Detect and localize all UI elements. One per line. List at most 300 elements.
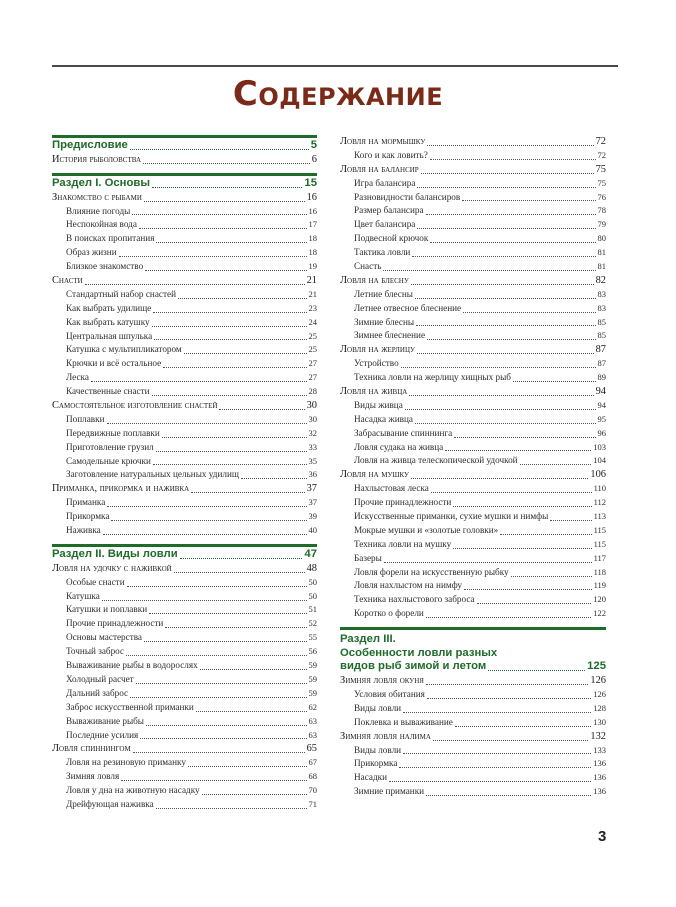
toc-subentry[interactable] <box>52 413 317 427</box>
toc-subentry[interactable] <box>340 329 606 343</box>
toc-subentry[interactable] <box>52 687 317 701</box>
toc-subentry[interactable] <box>340 427 606 441</box>
toc-subentry[interactable] <box>340 538 606 552</box>
toc-subentry[interactable] <box>340 510 606 524</box>
toc-subentry[interactable] <box>340 580 606 594</box>
toc-entry-page: 136 <box>593 786 606 797</box>
toc-entry-page: 83 <box>597 302 606 313</box>
toc-entry-title: Основы мастерства <box>66 632 143 643</box>
toc-entry-title: Нахлыстовая леска <box>354 483 429 494</box>
toc-subentry[interactable] <box>52 524 317 538</box>
toc-subentry[interactable] <box>52 784 317 798</box>
toc-entry-title: Неспокойная вода <box>66 219 137 230</box>
dot-leader <box>146 725 307 726</box>
toc-entry-title: Виды живца <box>354 399 403 410</box>
toc-subentry[interactable] <box>340 716 606 730</box>
toc-entry-title: Ловля на удочку с наживкой <box>52 562 172 574</box>
dot-leader <box>427 339 595 340</box>
toc-subentry[interactable] <box>340 302 606 316</box>
dot-leader <box>174 572 305 573</box>
toc-entry-title: Техника нахлыстового заброса <box>354 594 475 605</box>
dot-leader <box>464 589 592 590</box>
dot-leader <box>180 558 303 559</box>
toc-entry-page: 37 <box>308 497 317 508</box>
toc-entry-page: 85 <box>597 316 606 327</box>
toc-subentry[interactable] <box>340 607 606 621</box>
dot-leader <box>153 464 307 465</box>
dot-leader <box>127 586 307 587</box>
toc-subentry[interactable] <box>52 260 317 274</box>
toc-entry-page: 32 <box>308 427 317 438</box>
toc-entry-title: Прочие принадлежности <box>354 497 452 508</box>
toc-entry-title: В поисках пропитания <box>66 233 155 244</box>
toc-subentry[interactable] <box>340 260 606 274</box>
dot-leader <box>462 200 595 201</box>
toc-entry-page: 24 <box>308 316 317 327</box>
toc-entry-page: 15 <box>304 176 317 189</box>
toc-subentry[interactable] <box>52 510 317 524</box>
toc-subentry[interactable] <box>52 496 317 510</box>
toc-chapter-entry[interactable] <box>52 562 317 576</box>
toc-subentry[interactable] <box>340 246 606 260</box>
dot-leader <box>144 641 306 642</box>
toc-entry-title: Зимняя ловля <box>66 771 120 782</box>
toc-chapter-entry[interactable] <box>340 385 606 399</box>
dot-leader <box>403 753 591 754</box>
section-heading-line: Раздел III. <box>340 633 396 646</box>
dot-leader <box>415 423 596 424</box>
toc-entry-title: Прикормка <box>354 758 398 769</box>
toc-chapter-entry[interactable] <box>52 399 317 413</box>
toc-subentry[interactable] <box>52 798 317 812</box>
toc-entry-page: 30 <box>308 413 317 424</box>
page-title: Содержание <box>232 74 444 114</box>
toc-entry-page: 117 <box>593 552 606 563</box>
toc-subentry[interactable] <box>52 205 317 219</box>
dot-leader <box>453 506 591 507</box>
toc-entry-title: Зимняя ловля налима <box>340 730 431 742</box>
toc-subentry[interactable] <box>52 316 317 330</box>
toc-entry-title: Коротко о форели <box>354 608 424 619</box>
dot-leader <box>143 163 310 164</box>
toc-subentry[interactable] <box>52 468 317 482</box>
toc-chapter-entry[interactable] <box>340 163 606 177</box>
toc-entry-page: 110 <box>593 483 606 494</box>
toc-entry-title: Вываживание рыбы <box>66 715 144 726</box>
toc-entry-page: 25 <box>308 344 317 355</box>
toc-entry-title: Ловля на жерлицу <box>340 344 415 356</box>
toc-section-heading[interactable] <box>52 177 317 191</box>
toc-subentry[interactable] <box>52 357 317 371</box>
dot-leader <box>455 726 591 727</box>
toc-entry-title: Техника ловли на мушку <box>354 538 452 549</box>
toc-entry-title: Самодельные крючки <box>66 455 151 466</box>
toc-entry-title: Ловля спиннингом <box>52 743 131 755</box>
dot-leader <box>152 395 307 396</box>
toc-chapter-entry[interactable] <box>52 153 317 167</box>
dot-leader <box>403 712 591 713</box>
toc-entry-title: Катушки и поплавки <box>66 604 148 615</box>
toc-entry-title: Поплавки <box>66 413 105 424</box>
toc-entry-title: Ловля на мормышку <box>340 135 426 147</box>
dot-leader <box>430 242 595 243</box>
toc-section-heading[interactable] <box>340 660 606 674</box>
toc-entry-title: Влияние погоды <box>66 205 131 216</box>
toc-entry-title: Прикормка <box>66 511 110 522</box>
toc-subentry[interactable] <box>340 288 606 302</box>
toc-subentry[interactable] <box>52 246 317 260</box>
toc-subentry[interactable] <box>340 744 606 758</box>
dot-leader <box>430 159 596 160</box>
dot-leader <box>178 298 307 299</box>
toc-entry-page: 80 <box>597 233 606 244</box>
toc-entry-page: 63 <box>308 715 317 726</box>
toc-entry-title: Как выбрать катушку <box>66 316 150 327</box>
toc-entry-page: 59 <box>308 673 317 684</box>
toc-entry-page: 75 <box>597 177 606 188</box>
toc-subentry[interactable] <box>52 770 317 784</box>
toc-entry-page: 115 <box>593 538 606 549</box>
toc-subentry[interactable] <box>340 757 606 771</box>
toc-entry-page: 21 <box>306 275 317 286</box>
toc-subentry[interactable] <box>340 688 606 702</box>
toc-entry-title: Приманка <box>66 497 106 508</box>
toc-subentry[interactable] <box>52 232 317 246</box>
toc-entry-page: 16 <box>308 205 317 216</box>
dot-leader <box>132 214 306 215</box>
dot-leader <box>500 534 591 535</box>
toc-entry-page: 56 <box>308 646 317 657</box>
toc-entry-page: 19 <box>308 261 317 272</box>
toc-entry-page: 119 <box>593 580 606 591</box>
dot-leader <box>153 312 306 313</box>
dot-leader <box>152 187 302 188</box>
toc-subentry[interactable] <box>340 218 606 232</box>
toc-subentry[interactable] <box>52 617 317 631</box>
toc-subentry[interactable] <box>52 590 317 604</box>
toc-subentry[interactable] <box>340 702 606 716</box>
toc-entry-page: 68 <box>308 771 317 782</box>
toc-subentry[interactable] <box>340 371 606 385</box>
toc-subentry[interactable] <box>52 288 317 302</box>
toc-chapter-entry[interactable] <box>340 468 606 482</box>
toc-chapter-entry[interactable] <box>340 274 606 288</box>
toc-subentry[interactable] <box>340 316 606 330</box>
toc-entry-title: Ловля на блесну <box>340 274 409 286</box>
dot-leader <box>550 520 591 521</box>
toc-entry-title: Виды ловли <box>354 702 402 713</box>
toc-subentry[interactable] <box>52 455 317 469</box>
toc-entry-page: 36 <box>308 469 317 480</box>
toc-entry-page: 95 <box>597 413 606 424</box>
toc-chapter-entry[interactable] <box>340 135 606 149</box>
toc-entry-title: Зимняя ловля окуня <box>340 675 424 687</box>
toc-entry-page: 112 <box>593 497 606 508</box>
dot-leader <box>111 520 306 521</box>
dot-leader <box>511 576 592 577</box>
toc-entry-title: Прочие принадлежности <box>66 618 164 629</box>
toc-subentry[interactable] <box>340 413 606 427</box>
toc-subentry[interactable] <box>52 756 317 770</box>
toc-entry-title: Снасть <box>354 261 382 271</box>
toc-subentry[interactable] <box>52 701 317 715</box>
toc-entry-title: Раздел I. Основы <box>52 176 150 189</box>
toc-chapter-entry[interactable] <box>52 191 317 205</box>
toc-subentry[interactable] <box>340 357 606 371</box>
toc-entry-title: Образ жизни <box>66 247 117 258</box>
toc-entry-title: Близкое знакомство <box>66 261 144 272</box>
dot-leader <box>463 312 595 313</box>
toc-entry-page: 50 <box>308 576 317 587</box>
toc-entry-page: 70 <box>308 785 317 796</box>
toc-entry-title: Катушка с мультипликатором <box>66 344 182 355</box>
toc-subentry[interactable] <box>340 524 606 538</box>
toc-entry-title: Холодный расчет <box>66 673 134 684</box>
toc-entry-title: Леска <box>66 372 89 383</box>
toc-entry-title: Ловля на мушку <box>340 469 409 481</box>
toc-entry-title: Подвесной крючок <box>354 233 429 244</box>
toc-entry-title: Особые снасти <box>66 576 125 587</box>
toc-entry-page: 59 <box>308 687 317 698</box>
toc-entry-title: Кого и как ловить? <box>354 149 428 160</box>
toc-entry-title: Летнее отвесное блеснение <box>354 302 462 313</box>
toc-entry-page: 30 <box>306 400 317 412</box>
dot-leader <box>241 478 307 479</box>
toc-entry-page: 65 <box>306 743 317 755</box>
toc-subentry[interactable] <box>340 204 606 218</box>
toc-section-heading[interactable] <box>52 139 317 153</box>
dot-leader <box>477 603 592 604</box>
dot-leader <box>154 339 306 340</box>
section-divider <box>52 173 317 176</box>
toc-subentry[interactable] <box>340 441 606 455</box>
toc-entry-page: 81 <box>597 261 606 271</box>
toc-entry-title: Насадки <box>354 772 388 783</box>
toc-entry-title: Заготовление натуральных цельных удилищ <box>66 469 239 480</box>
toc-entry-page: 125 <box>587 660 606 673</box>
dot-leader <box>453 548 591 549</box>
toc-entry-title: Точный заброс <box>66 646 125 657</box>
toc-entry-title: Приманка, прикормка и наживка <box>52 483 190 495</box>
toc-entry-page: 18 <box>308 247 317 258</box>
toc-subentry[interactable] <box>340 454 606 468</box>
toc-entry-page: 48 <box>306 562 317 574</box>
toc-entry-title: Базеры <box>354 552 382 563</box>
toc-subentry[interactable] <box>52 427 317 441</box>
toc-subentry[interactable] <box>340 496 606 510</box>
toc-chapter-entry[interactable] <box>340 674 606 688</box>
toc-entry-page: 50 <box>308 590 317 601</box>
toc-entry-page: 71 <box>308 798 317 809</box>
dot-leader <box>85 284 305 285</box>
toc-subentry[interactable] <box>52 576 317 590</box>
toc-subentry[interactable] <box>52 631 317 645</box>
toc-entry-page: 51 <box>308 604 317 615</box>
toc-subentry[interactable] <box>340 566 606 580</box>
toc-entry-page: 27 <box>308 358 317 369</box>
toc-subentry[interactable] <box>340 785 606 799</box>
toc-entry-page: 16 <box>306 191 317 203</box>
dot-leader <box>133 752 305 753</box>
section-divider <box>52 135 317 138</box>
dot-leader <box>488 670 585 671</box>
toc-entry-title: Летние блесны <box>354 288 413 299</box>
toc-entry-title: Самостоятельное изготовление снастей <box>52 400 218 412</box>
toc-entry-page: 25 <box>308 330 317 341</box>
toc-subentry[interactable] <box>340 149 606 163</box>
toc-entry-title: Ловля нахлыстом на нимфу <box>354 580 463 591</box>
toc-entry-title: Забрасывание спиннинга <box>354 427 453 438</box>
toc-entry-page: 94 <box>597 399 606 410</box>
toc-entry-page: 133 <box>593 744 606 755</box>
toc-chapter-entry[interactable] <box>340 730 606 744</box>
dot-leader <box>415 298 596 299</box>
toc-entry-page: 39 <box>308 511 317 522</box>
toc-entry-title: Мокрые мушки и «золотые головки» <box>354 524 499 535</box>
toc-subentry[interactable] <box>52 604 317 618</box>
toc-subentry[interactable] <box>52 371 317 385</box>
dot-leader <box>188 766 307 767</box>
toc-entry-page: 130 <box>593 716 606 727</box>
toc-entry-page: 67 <box>308 757 317 768</box>
toc-entry-page: 81 <box>597 247 606 258</box>
toc-entry-page: 103 <box>593 441 606 452</box>
toc-subentry[interactable] <box>340 232 606 246</box>
toc-entry-title: Тактика ловли <box>354 247 411 258</box>
toc-subentry[interactable] <box>340 771 606 785</box>
toc-entry-title: Дрейфующая наживка <box>66 798 154 809</box>
toc-entry-page: 63 <box>308 729 317 740</box>
toc-entry-page: 115 <box>593 524 606 535</box>
dot-leader <box>405 409 596 410</box>
toc-subentry[interactable] <box>52 343 317 357</box>
toc-chapter-entry[interactable] <box>52 274 317 288</box>
toc-section-heading[interactable] <box>52 548 317 562</box>
toc-entry-page: 6 <box>311 153 317 165</box>
toc-entry-page: 17 <box>308 219 317 230</box>
dot-leader <box>103 534 307 535</box>
top-rule <box>52 65 618 67</box>
toc-entry-title: Искусственные приманки, сухие мушки и нимфы <box>354 511 549 522</box>
toc-subentry[interactable] <box>52 385 317 399</box>
toc-subentry[interactable] <box>52 330 317 344</box>
toc-entry-page: 5 <box>310 138 317 151</box>
dot-leader <box>102 600 307 601</box>
toc-entry-page: 37 <box>306 483 317 495</box>
toc-entry-title: Последние усилия <box>66 729 139 740</box>
dot-leader <box>399 767 591 768</box>
toc-entry-title: видов рыб зимой и летом <box>340 660 487 673</box>
toc-entry-title: Качественные снасти <box>66 386 150 397</box>
dot-leader <box>149 613 306 614</box>
toc-entry-title: Ловля на резиновую приманку <box>66 757 186 768</box>
toc-subentry[interactable] <box>340 593 606 607</box>
dot-leader <box>162 437 307 438</box>
toc-entry-page: 136 <box>593 772 606 783</box>
toc-subentry[interactable] <box>340 482 606 496</box>
toc-subentry[interactable] <box>340 177 606 191</box>
toc-entry-page: 33 <box>308 441 317 452</box>
toc-entry-page: 89 <box>597 372 606 383</box>
toc-subentry[interactable] <box>340 399 606 413</box>
toc-subentry[interactable] <box>52 715 317 729</box>
toc-entry-page: 72 <box>597 149 606 160</box>
toc-entry-page: 72 <box>595 135 606 147</box>
toc-entry-page: 21 <box>308 288 317 299</box>
dot-leader <box>409 395 593 396</box>
toc-entry-page: 83 <box>597 288 606 299</box>
toc-chapter-entry[interactable] <box>52 482 317 496</box>
toc-entry-page: 18 <box>308 233 317 244</box>
dot-leader <box>126 655 306 656</box>
dot-leader <box>411 478 588 479</box>
toc-entry-page: 62 <box>308 701 317 712</box>
dot-leader <box>145 270 306 271</box>
toc-subentry[interactable] <box>52 673 317 687</box>
toc-entry-page: 106 <box>590 469 606 481</box>
dot-leader <box>202 794 307 795</box>
toc-entry-page: 118 <box>593 566 606 577</box>
section-divider <box>52 544 317 547</box>
toc-entry-page: 82 <box>595 274 606 286</box>
toc-entry-page: 132 <box>590 730 606 742</box>
dot-leader <box>426 214 596 215</box>
toc-right-column <box>340 135 606 799</box>
toc-entry-title: Зимние приманки <box>354 786 425 797</box>
toc-entry-title: Катушка <box>66 590 100 601</box>
toc-chapter-entry[interactable] <box>52 742 317 756</box>
toc-entry-page: 27 <box>308 372 317 383</box>
dot-leader <box>165 627 306 628</box>
toc-subentry[interactable] <box>52 729 317 743</box>
toc-entry-title: Цвет балансира <box>354 219 416 230</box>
page-number: 3 <box>598 828 607 845</box>
toc-chapter-entry[interactable] <box>340 343 606 357</box>
dot-leader <box>433 740 589 741</box>
dot-leader <box>156 242 306 243</box>
dot-leader <box>513 381 596 382</box>
toc-entry-title: Техника ловли на жерлицу хищных рыб <box>354 372 511 383</box>
dot-leader <box>156 808 307 809</box>
toc-subentry[interactable] <box>340 552 606 566</box>
toc-entry-page: 126 <box>593 688 606 699</box>
toc-subentry[interactable] <box>52 218 317 232</box>
toc-subentry[interactable] <box>340 191 606 205</box>
toc-entry-title: Поклевка и вываживание <box>354 716 453 727</box>
dot-leader <box>427 698 591 699</box>
toc-entry-title: Передвижные поплавки <box>66 427 160 438</box>
dot-leader <box>416 325 595 326</box>
dot-leader <box>107 506 306 507</box>
dot-leader <box>144 201 305 202</box>
toc-subentry[interactable] <box>52 441 317 455</box>
toc-subentry[interactable] <box>52 302 317 316</box>
section-heading-lines <box>340 632 606 660</box>
toc-entry-page: 59 <box>308 660 317 671</box>
toc-entry-title: Заброс искусственной приманки <box>66 701 194 712</box>
toc-entry-title: Разновидности балансиров <box>354 191 461 202</box>
section-heading-line: Особенности ловли разных <box>340 647 498 660</box>
dot-leader <box>431 492 592 493</box>
dot-leader <box>411 284 594 285</box>
toc-entry-page: 28 <box>308 386 317 397</box>
toc-entry-title: Ловля на живца телескопической удочкой <box>354 455 518 466</box>
toc-entry-page: 104 <box>593 455 606 466</box>
toc-subentry[interactable] <box>52 659 317 673</box>
toc-subentry[interactable] <box>52 645 317 659</box>
toc-entry-title: Насадка живца <box>354 413 413 424</box>
toc-entry-page: 52 <box>308 618 317 629</box>
